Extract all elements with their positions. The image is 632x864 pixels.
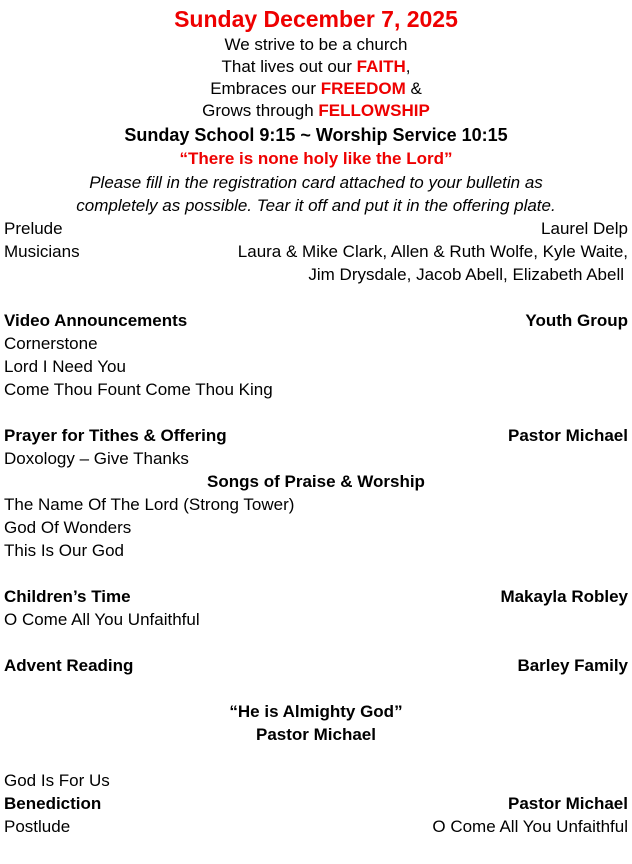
mission-line-3: [4, 78, 628, 100]
advent-reading-person: Barley Family: [517, 656, 628, 675]
mission-line-2-pre: That lives out our: [221, 57, 357, 76]
spacer: [4, 677, 628, 700]
mission-line-4-pre: Grows through: [202, 101, 319, 120]
service-theme: “There is none holy like the Lord”: [179, 149, 453, 168]
prayer-offering-row: [4, 424, 628, 447]
prelude-label: Prelude: [4, 219, 63, 238]
sermon-speaker: Pastor Michael: [256, 725, 376, 744]
sermon-title: “He is Almighty God”: [229, 702, 403, 721]
opening-song-1: Cornerstone: [4, 334, 98, 353]
mission-statement: [4, 34, 628, 122]
musicians-row: [4, 240, 628, 263]
prelude-row: [4, 217, 628, 240]
advent-reading-label: Advent Reading: [4, 656, 134, 675]
postlude-song: O Come All You Unfaithful: [432, 817, 628, 836]
benediction-person: Pastor Michael: [508, 794, 628, 813]
childrens-time-person: Makayla Robley: [500, 587, 628, 606]
prayer-offering-person: Pastor Michael: [508, 426, 628, 445]
mission-highlight-freedom: FREEDOM: [320, 79, 406, 98]
video-announcements-label: Video Announcements: [4, 311, 188, 330]
spacer: [4, 401, 628, 424]
opening-song-3: Come Thou Fount Come Thou King: [4, 380, 273, 399]
postlude-row: [4, 815, 628, 838]
mission-line-2-post: ,: [405, 57, 411, 76]
musicians-names-line-1: Laura & Mike Clark, Allen & Ruth Wolfe, Kyle Waite,: [237, 242, 628, 261]
video-announcements-row: [4, 309, 628, 332]
registration-instructions: [4, 171, 628, 217]
opening-song-2: Lord I Need You: [4, 357, 126, 376]
advent-reading-row: [4, 654, 628, 677]
spacer: [4, 631, 628, 654]
childrens-song: O Come All You Unfaithful: [4, 610, 200, 629]
prelude-person: Laurel Delp: [541, 219, 628, 238]
musicians-label: Musicians: [4, 242, 80, 261]
benediction-row: [4, 792, 628, 815]
postlude-label: Postlude: [4, 817, 71, 836]
spacer: [4, 562, 628, 585]
doxology: Doxology – Give Thanks: [4, 449, 189, 468]
praise-song-2: God Of Wonders: [4, 518, 132, 537]
closing-song: God Is For Us: [4, 771, 110, 790]
praise-song-3: This Is Our God: [4, 541, 124, 560]
registration-instructions-line-1: Please fill in the registration card attached to your bulletin as: [89, 173, 543, 192]
praise-song-1: The Name Of The Lord (Strong Tower): [4, 495, 295, 514]
prayer-offering-label: Prayer for Tithes & Offering: [4, 426, 227, 445]
mission-line-1: We strive to be a church: [224, 35, 408, 54]
mission-line-3-post: &: [405, 79, 422, 98]
registration-instructions-line-2: completely as possible. Tear it off and put it in the offering plate.: [76, 196, 556, 215]
spacer: [4, 286, 628, 309]
mission-highlight-fellowship: FELLOWSHIP: [318, 101, 430, 120]
mission-line-3-pre: Embraces our: [210, 79, 321, 98]
mission-highlight-faith: FAITH: [356, 57, 406, 76]
video-announcements-person: Youth Group: [525, 311, 628, 330]
praise-worship-heading: Songs of Praise & Worship: [207, 472, 425, 491]
benediction-label: Benediction: [4, 794, 102, 813]
service-schedule: Sunday School 9:15 ~ Worship Service 10:15: [124, 125, 508, 145]
mission-line-2: [4, 56, 628, 78]
childrens-time-row: [4, 585, 628, 608]
childrens-time-label: Children’s Time: [4, 587, 131, 606]
page-title: Sunday December 7, 2025: [174, 6, 458, 32]
spacer: [4, 746, 628, 769]
musicians-names-line-2: Jim Drysdale, Jacob Abell, Elizabeth Abell: [308, 265, 624, 284]
mission-line-4: [4, 100, 628, 122]
